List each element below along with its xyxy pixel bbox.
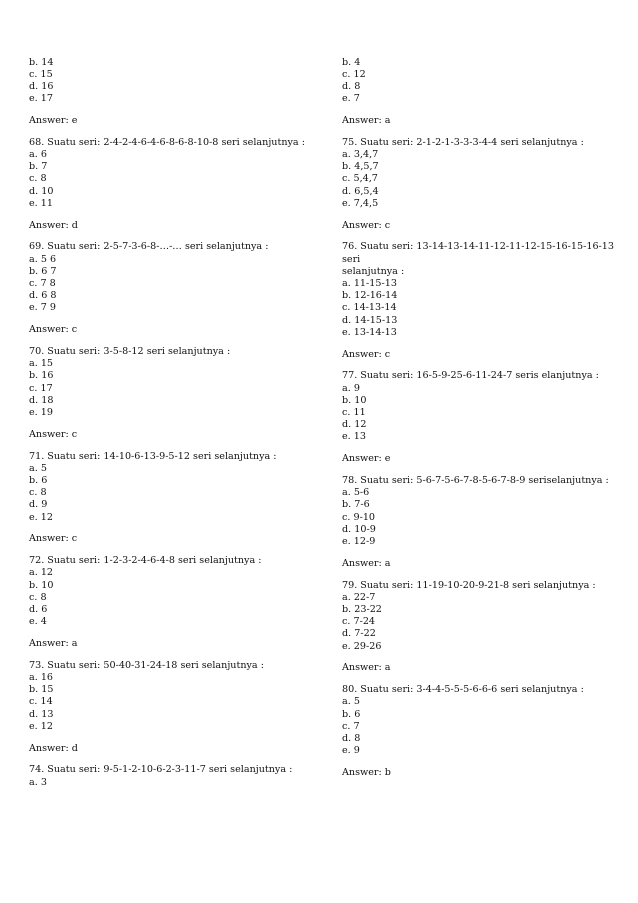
paragraph-gap [342,127,617,137]
option-line: b. 12-16-14 [342,290,398,302]
paragraph-gap [342,675,617,685]
option-line: c. 9-10 [342,511,376,523]
option-line: e. 12 [29,511,53,523]
answer-line: Answer: a [342,114,391,126]
paragraph-gap [29,755,319,765]
paragraph-gap [29,524,319,534]
option-line: d. 6 [29,603,48,615]
question-block [342,57,617,106]
option-line: e. 19 [29,406,53,418]
question-text: 75. Suatu seri: 2-1-2-1-3-3-3-4-4 seri selanjutnya : [342,136,584,148]
answer-line: Answer: b [342,766,391,778]
answer-line: Answer: c [29,324,78,336]
answer-block [29,220,319,232]
paragraph-gap [342,339,617,349]
option-line: d. 6 8 [29,290,57,302]
option-line: d. 18 [29,394,54,406]
option-line: a. 22-7 [342,591,376,603]
paragraph-gap [29,127,319,137]
option-line: d. 16 [29,80,54,92]
option-line: e. 12 [29,720,53,732]
option-line: b. 4 [342,56,361,68]
option-line: a. 5 [342,696,360,708]
paragraph-gap [342,210,617,220]
paragraph-gap [29,733,319,743]
paragraph-gap [342,570,617,580]
answer-block [342,558,617,570]
answer-block [29,429,319,441]
option-line: e. 29-26 [342,640,382,652]
answer-line: Answer: c [342,219,391,231]
left-column [29,57,319,789]
paragraph-gap [342,757,617,767]
question-block [29,451,319,524]
answer-block [29,533,319,545]
question-block [342,475,617,548]
question-text: 70. Suatu seri: 3-5-8-12 seri selanjutnya : [29,345,231,357]
question-text: 68. Suatu seri: 2-4-2-4-6-4-6-8-6-8-10-8 seri selanjutnya : [29,136,305,148]
option-line: d. 8 [342,732,361,744]
option-line: d. 10-9 [342,523,376,535]
question-block [29,764,319,788]
question-block [342,684,617,757]
option-line: e. 17 [29,93,53,105]
paragraph-gap [342,653,617,663]
answer-line: Answer: a [342,662,391,674]
answer-block [342,662,617,674]
option-line: d. 6,5,4 [342,185,379,197]
question-text: selanjutnya : [342,265,405,277]
answer-block [29,638,319,650]
answer-line: Answer: c [342,348,391,360]
option-line: a. 16 [29,671,54,683]
answer-block [342,453,617,465]
option-line: c. 7-24 [342,616,376,628]
paragraph-gap [29,232,319,242]
option-line: e. 12-9 [342,535,376,547]
option-line: e. 7 [342,93,360,105]
option-line: d. 13 [29,708,54,720]
question-text: 79. Suatu seri: 11-19-10-20-9-21-8 seri selanjutnya : [342,579,596,591]
option-line: c. 11 [342,406,366,418]
answer-line: Answer: a [342,557,391,569]
paragraph-gap [29,419,319,429]
option-line: a. 12 [29,567,54,579]
option-line: a. 9 [342,382,360,394]
option-line: b. 10 [342,394,367,406]
paragraph-gap [29,546,319,556]
question-block [29,241,319,314]
option-line: c. 15 [29,68,53,80]
answer-block [342,115,617,127]
option-line: b. 7 [29,161,48,173]
answer-line: Answer: d [29,742,78,754]
question-text: 72. Suatu seri: 1-2-3-2-4-6-4-8 seri selanjutnya : [29,555,262,567]
paragraph-gap [342,105,617,115]
option-line: c. 14-13-14 [342,302,397,314]
answer-block [342,220,617,232]
paragraph-gap [342,361,617,371]
option-line: e. 7,4,5 [342,197,379,209]
option-line: b. 16 [29,370,54,382]
option-line: c. 7 8 [29,277,56,289]
option-line: b. 7-6 [342,499,370,511]
paragraph-gap [342,444,617,454]
paragraph-gap [29,315,319,325]
option-line: c. 8 [29,591,47,603]
option-line: b. 4,5,7 [342,161,379,173]
right-column [342,57,617,780]
option-line: c. 5,4,7 [342,173,378,185]
option-line: b. 6 [29,474,48,486]
answer-line: Answer: c [29,428,78,440]
question-block [342,370,617,443]
question-text: 78. Suatu seri: 5-6-7-5-6-7-8-5-6-7-8-9 seriselanjutnya : [342,474,609,486]
question-text: 76. Suatu seri: 13-14-13-14-11-12-11-12-15-16-15-16-13 seri [342,241,618,265]
question-block [29,57,319,106]
option-line: a. 3 [29,776,47,788]
paragraph-gap [342,465,617,475]
option-line: e. 9 [342,745,360,757]
option-line: c. 17 [29,382,53,394]
option-line: e. 13-14-13 [342,326,397,338]
question-block [342,580,617,653]
option-line: d. 9 [29,499,48,511]
option-line: a. 6 [29,148,47,160]
question-block [29,346,319,419]
option-line: c. 14 [29,696,53,708]
option-line: d. 10 [29,185,54,197]
option-line: e. 4 [29,616,47,628]
option-line: c. 8 [29,487,47,499]
option-line: a. 3,4,7 [342,148,379,160]
option-line: b. 14 [29,56,54,68]
answer-line: Answer: a [29,637,78,649]
question-block [342,241,617,339]
option-line: a. 5-6 [342,487,370,499]
option-line: e. 7 9 [29,302,57,314]
question-block [29,555,319,628]
option-line: a. 5 6 [29,253,57,265]
option-line: e. 11 [29,197,53,209]
question-text: 77. Suatu seri: 16-5-9-25-6-11-24-7 seris elanjutnya : [342,370,599,382]
paragraph-gap [29,628,319,638]
question-block [29,660,319,733]
option-line: c. 12 [342,68,366,80]
paragraph-gap [342,548,617,558]
answer-block [342,767,617,779]
option-line: d. 14-15-13 [342,314,398,326]
option-line: b. 15 [29,684,54,696]
paragraph-gap [29,441,319,451]
question-text: 71. Suatu seri: 14-10-6-13-9-5-12 seri selanjutnya : [29,450,277,462]
question-text: 80. Suatu seri: 3-4-4-5-5-5-6-6-6 seri selanjutnya : [342,684,584,696]
option-line: c. 8 [29,173,47,185]
answer-block [29,324,319,336]
answer-line: Answer: e [342,453,391,465]
paragraph-gap [29,210,319,220]
answer-line: Answer: d [29,219,78,231]
answer-line: Answer: e [29,114,78,126]
answer-block [342,349,617,361]
question-block [342,137,617,210]
paragraph-gap [29,336,319,346]
option-line: e. 13 [342,431,366,443]
paragraph-gap [29,105,319,115]
option-line: a. 5 [29,462,47,474]
option-line: a. 11-15-13 [342,277,397,289]
option-line: a. 15 [29,358,54,370]
answer-block [29,743,319,755]
answer-block [29,115,319,127]
option-line: c. 7 [342,720,360,732]
option-line: d. 8 [342,80,361,92]
question-block [29,137,319,210]
answer-line: Answer: c [29,533,78,545]
option-line: b. 10 [29,579,54,591]
question-text: 69. Suatu seri: 2-5-7-3-6-8-…-… seri selanjutnya : [29,241,269,253]
paragraph-gap [342,232,617,242]
option-line: b. 23-22 [342,603,382,615]
option-line: d. 12 [342,419,367,431]
option-line: b. 6 [342,708,361,720]
option-line: d. 7-22 [342,628,376,640]
question-text: 74. Suatu seri: 9-5-1-2-10-6-2-3-11-7 seri selanjutnya : [29,764,293,776]
option-line: b. 6 7 [29,265,57,277]
paragraph-gap [29,650,319,660]
question-text: 73. Suatu seri: 50-40-31-24-18 seri selanjutnya : [29,659,264,671]
